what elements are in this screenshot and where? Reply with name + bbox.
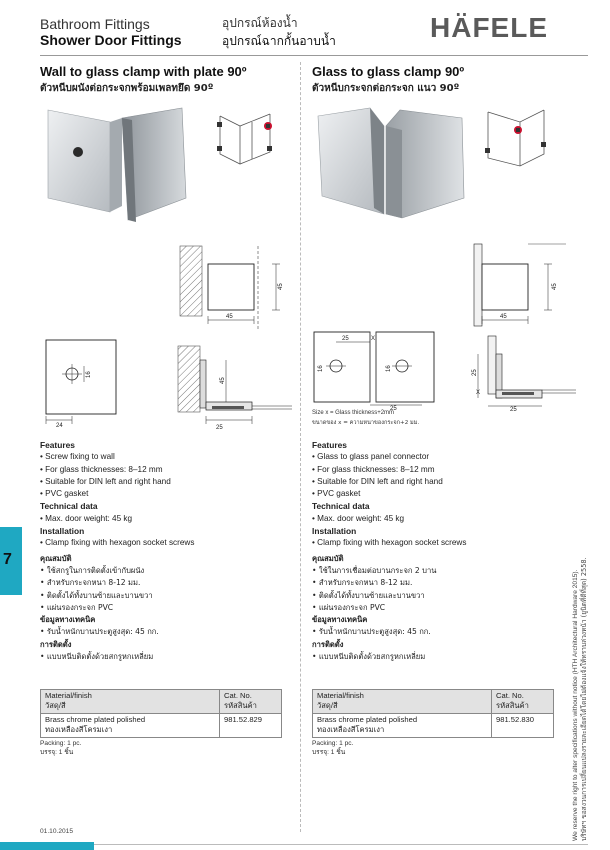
table-row [41, 714, 282, 738]
dim-section-25-vertical: 25 [472, 369, 478, 376]
wall-clamp-section-drawing [176, 344, 294, 432]
chapter-number: 7 [3, 551, 12, 568]
header-subcategory-thai: อุปกรณ์ฉากกั้นอาบน้ำ [222, 34, 336, 48]
dim-hole-offset-25: 25 [342, 336, 349, 342]
feature-item: • Suitable for DIN left and right hand [312, 476, 466, 488]
thai-feature-item: • ติดตั้งได้ทั้งบานซ้ายและบานขวา [40, 590, 194, 602]
right-catalog-table [312, 689, 554, 738]
footer-date: 01.10.2015 [40, 828, 74, 835]
installation-item: • Clamp fixing with hexagon socket screws [40, 537, 194, 549]
packing-info-thai: บรรจุ: 1 ชิ้น [312, 749, 346, 756]
glass-clamp-product-photo [312, 100, 478, 226]
header-category-thai: อุปกรณ์ห้องน้ำ [222, 16, 298, 30]
cat-no-header: Cat. No. [496, 691, 524, 700]
material-header-thai: วัสดุ/สี [45, 701, 66, 710]
header-subcategory: Shower Door Fittings [40, 32, 182, 48]
thai-feature-item: • แผ่นรองกระจก PVC [312, 602, 466, 614]
cat-no-header-thai: รหัสสินค้า [496, 701, 529, 710]
header-category: Bathroom Fittings [40, 16, 150, 32]
feature-item: • Screw fixing to wall [40, 451, 194, 463]
cat-no-value: 981.52.830 [492, 714, 554, 738]
feature-item: • PVC gasket [40, 488, 194, 500]
material-header: Material/finish [45, 691, 92, 700]
cat-no-header-thai: รหัสสินค้า [224, 701, 257, 710]
dim-section-x: X [476, 390, 481, 396]
thai-features-heading: คุณสมบัติ [40, 553, 72, 563]
technical-item: • Max. door weight: 45 kg [312, 513, 466, 525]
dim-hole-16-right: 16 [386, 365, 392, 372]
technical-heading: Technical data [312, 501, 370, 512]
technical-item: • Max. door weight: 45 kg [40, 513, 194, 525]
shower-enclosure-icon [480, 102, 552, 174]
left-packing [40, 739, 81, 757]
feature-item: • Glass to glass panel connector [312, 451, 466, 463]
footer-divider [40, 844, 588, 845]
right-product-title-thai: ตัวหนีบกระจกต่อกระจก แนว 90º [312, 83, 460, 94]
left-product-title: Wall to glass clamp with plate 90º [40, 64, 247, 79]
footer-accent-bar [0, 842, 94, 850]
thai-feature-item: • ใช้สกรูในการติดตั้งเข้ากับผนัง [40, 565, 194, 577]
legal-note [571, 557, 589, 841]
installation-heading: Installation [312, 526, 357, 537]
thai-features-heading: คุณสมบัติ [312, 553, 344, 563]
legal-note-thai: บริษัทฯ ขอสงวนการเปลี่ยนแปลงรายละเอียดได้โดยไม่ต้องแจ้งให้ทราบล่วงหน้า (ยูนิตที่ดีที่สุด) 2558. [580, 557, 588, 841]
dim-section-25: 25 [510, 407, 517, 412]
wall-clamp-product-photo [40, 100, 200, 230]
material-header: Material/finish [317, 691, 364, 700]
material-value: Brass chrome plated polished [45, 715, 146, 724]
installation-heading: Installation [40, 526, 85, 537]
material-value-thai: ทองเหลืองสีโครมเงา [317, 725, 385, 734]
brand-logo: HÄFELE [430, 12, 548, 43]
thai-feature-item: • ติดตั้งได้ทั้งบานซ้ายและบานขวา [312, 590, 466, 602]
feature-item: • For glass thicknesses: 8–12 mm [312, 464, 466, 476]
material-header-thai: วัสดุ/สี [317, 701, 338, 710]
glass-clamp-front-drawing [468, 240, 578, 332]
thai-technical-heading: ข้อมูลทางเทคนิค [40, 615, 96, 625]
size-note-thai: ขนาดของ x = ความหนาของกระจก+2 มม. [312, 420, 420, 426]
features-heading: Features [312, 440, 347, 450]
thai-installation-heading: การติดตั้ง [40, 639, 72, 649]
dim-gap-x: X [371, 336, 376, 342]
dim-hole-16-left: 16 [318, 365, 324, 372]
right-specifications [312, 439, 466, 663]
thai-technical-item: • รับน้ำหนักบานประตูสูงสุด: 45 กก. [312, 626, 466, 638]
feature-item: • Suitable for DIN left and right hand [40, 476, 194, 488]
header-divider [40, 55, 588, 56]
thai-technical-item: • รับน้ำหนักบานประตูสูงสุด: 45 กก. [40, 626, 194, 638]
thai-feature-item: • แผ่นรองกระจก PVC [40, 602, 194, 614]
packing-info: Packing: 1 pc. [312, 740, 354, 747]
thai-technical-heading: ข้อมูลทางเทคนิค [312, 615, 368, 625]
table-row [313, 714, 554, 738]
dim-section-45: 45 [220, 377, 226, 384]
glass-plates-drawing [310, 330, 442, 410]
right-product-title: Glass to glass clamp 90º [312, 64, 465, 79]
dim-width-45: 45 [500, 314, 507, 320]
glass-clamp-section-drawing [470, 334, 580, 412]
dim-width-45: 45 [226, 314, 233, 320]
wall-plate-drawing [40, 338, 130, 430]
cat-no-value: 981.52.829 [220, 714, 282, 738]
dim-height-45: 45 [552, 283, 558, 290]
left-specifications [40, 439, 194, 663]
cat-no-header: Cat. No. [224, 691, 252, 700]
left-catalog-table [40, 689, 282, 738]
size-note: Size x = Glass thickness+2mm [312, 410, 395, 416]
material-value-thai: ทองเหลืองสีโครมเงา [45, 725, 113, 734]
chapter-tab [0, 527, 22, 595]
thai-feature-item: • ใช้ในการเชื่อมต่อบานกระจก 2 บาน [312, 565, 466, 577]
right-packing [312, 739, 353, 757]
thai-installation-item: • แบบหนีบติดตั้งด้วยสกรูหกเหลี่ยม [312, 651, 466, 663]
shower-enclosure-icon [212, 102, 284, 174]
feature-item: • PVC gasket [312, 488, 466, 500]
thai-feature-item: • สำหรับกระจกหนา 8-12 มม. [312, 577, 466, 589]
thai-feature-item: • สำหรับกระจกหนา 8-12 มม. [40, 577, 194, 589]
installation-item: • Clamp fixing with hexagon socket screws [312, 537, 466, 549]
feature-item: • For glass thicknesses: 8–12 mm [40, 464, 194, 476]
left-product-title-thai: ตัวหนีบผนังต่อกระจกพร้อมเพลทยึด 90º [40, 83, 214, 94]
dim-hole-16: 16 [86, 371, 92, 378]
thai-installation-item: • แบบหนีบติดตั้งด้วยสกรูหกเหลี่ยม [40, 651, 194, 663]
technical-heading: Technical data [40, 501, 98, 512]
packing-info: Packing: 1 pc. [40, 740, 82, 747]
material-value: Brass chrome plated polished [317, 715, 418, 724]
dim-height-45: 45 [278, 283, 284, 290]
dim-hole-offset-24: 24 [56, 423, 63, 429]
features-heading: Features [40, 440, 75, 450]
dim-bottom-25: 25 [390, 406, 397, 410]
column-divider [300, 62, 301, 832]
legal-note-en: We reserve the right to alter specifications without notice (HTH Architectural Hardware 2015). [572, 569, 579, 841]
thai-installation-heading: การติดตั้ง [312, 639, 344, 649]
dim-section-25: 25 [216, 425, 223, 431]
wall-clamp-front-drawing [178, 240, 296, 336]
packing-info-thai: บรรจุ: 1 ชิ้น [40, 749, 74, 756]
